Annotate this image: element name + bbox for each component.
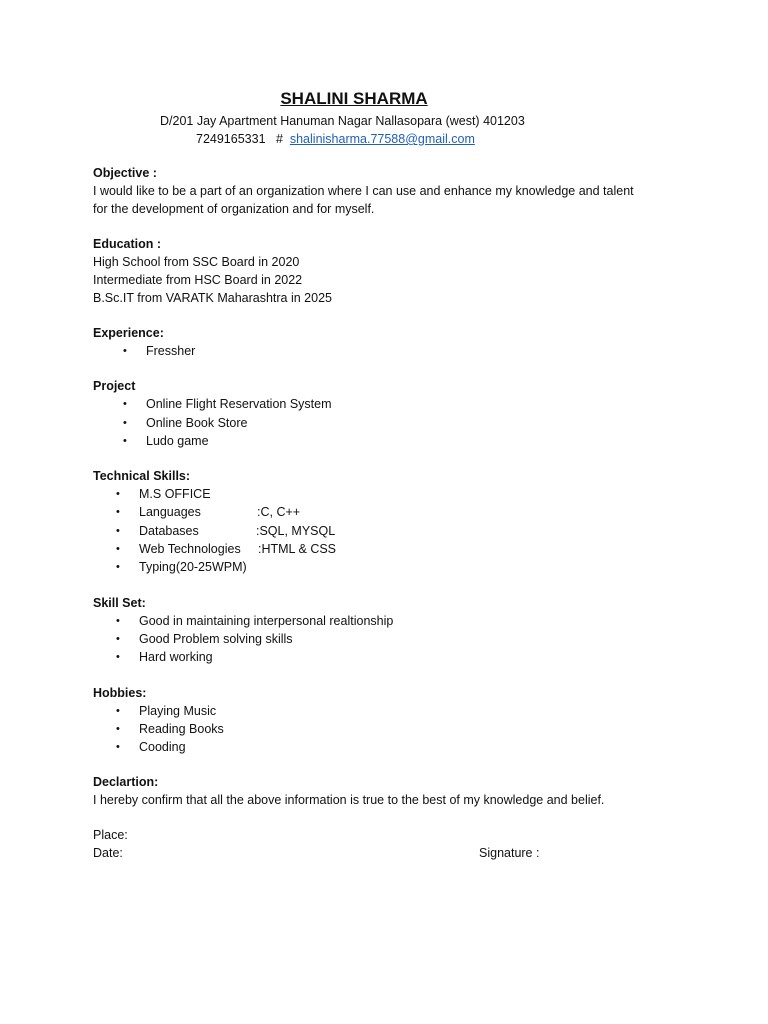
declaration-section: [93, 773, 673, 809]
footer-section: [93, 826, 673, 862]
list-item: [93, 720, 673, 738]
declaration-heading: Declartion:: [93, 775, 159, 790]
bullet-icon: •: [116, 741, 120, 754]
skill-value: :HTML & CSS: [258, 542, 337, 557]
project-list: [93, 395, 673, 450]
project-section: [93, 377, 673, 450]
list-item: [93, 414, 673, 432]
technical-skills-section: [93, 467, 673, 576]
experience-item: Fressher: [146, 344, 196, 358]
date-label: Date:: [93, 846, 123, 861]
list-item: [93, 432, 673, 450]
objective-line: for the development of organization and for myself.: [93, 202, 375, 216]
list-item: [93, 503, 673, 521]
skill-label: Typing(20-25WPM): [139, 560, 247, 575]
list-item: [93, 630, 673, 648]
date-signature-row: [93, 844, 673, 862]
contact-line: [196, 130, 475, 148]
bullet-icon: •: [116, 488, 120, 501]
signature-label: Signature :: [479, 846, 540, 861]
education-line: B.Sc.IT from VARATK Maharashtra in 2025: [93, 291, 332, 305]
skill-label: Databases: [139, 523, 199, 538]
hobbies-heading: Hobbies:: [93, 685, 147, 700]
skill-set-item: Good Problem solving skills: [139, 631, 293, 646]
bullet-icon: •: [116, 543, 120, 556]
education-heading: Education :: [93, 237, 162, 251]
bullet-icon: •: [123, 434, 127, 447]
phone-number: 7249165331: [196, 132, 266, 146]
hobbies-list: [93, 702, 673, 757]
list-item: [93, 738, 673, 756]
project-item: Ludo game: [146, 433, 209, 448]
education-line: High School from SSC Board in 2020: [93, 255, 300, 269]
bullet-icon: •: [116, 614, 120, 627]
experience-list: [93, 342, 673, 360]
skill-value: :SQL, MYSQL: [256, 523, 336, 538]
email-link[interactable]: shalinisharma.77588@gmail.com: [289, 132, 475, 146]
list-item: [93, 342, 673, 360]
skill-label: M.S OFFICE: [139, 487, 211, 502]
list-item: [93, 485, 673, 503]
list-item: [93, 558, 673, 576]
bullet-icon: •: [123, 416, 127, 429]
skill-set-section: [93, 594, 673, 667]
objective-line: I would like to be a part of an organization where I can use and enhance my knowledge and talent: [93, 184, 634, 198]
candidate-name: SHALINI SHARMA: [280, 89, 428, 108]
bullet-icon: •: [116, 524, 120, 537]
declaration-text: I hereby confirm that all the above information is true to the best of my knowledge and belief.: [93, 793, 605, 808]
skill-label: Languages: [139, 505, 201, 520]
contact-separator: #: [275, 132, 283, 146]
project-item: Online Flight Reservation System: [146, 397, 332, 412]
skill-set-list: [93, 612, 673, 667]
skill-set-item: Good in maintaining interpersonal realtionship: [139, 613, 394, 628]
objective-heading: Objective :: [93, 166, 157, 180]
project-item: Online Book Store: [146, 415, 248, 430]
bullet-icon: •: [123, 398, 127, 411]
technical-skills-list: [93, 485, 673, 576]
bullet-icon: •: [116, 632, 120, 645]
skill-set-item: Hard working: [139, 650, 213, 665]
list-item: [93, 648, 673, 666]
list-item: [93, 540, 673, 558]
bullet-icon: •: [116, 651, 120, 664]
skill-set-heading: Skill Set:: [93, 595, 146, 610]
bullet-icon: •: [123, 345, 127, 357]
hobbies-section: [93, 684, 673, 757]
list-item: [93, 395, 673, 413]
bullet-icon: •: [116, 722, 120, 735]
place-label: Place:: [93, 828, 128, 843]
hobby-item: Reading Books: [139, 721, 224, 736]
list-item: [93, 702, 673, 720]
education-line: Intermediate from HSC Board in 2022: [93, 273, 303, 287]
hobby-item: Cooding: [139, 740, 186, 755]
education-section: [93, 235, 673, 307]
experience-heading: Experience:: [93, 326, 164, 340]
technical-skills-heading: Technical Skills:: [93, 469, 191, 484]
experience-section: [93, 324, 673, 360]
skill-label: Web Technologies: [139, 542, 241, 557]
address-line: D/201 Jay Apartment Hanuman Nagar Nallasopara (west) 401203: [160, 114, 525, 128]
list-item: [93, 522, 673, 540]
bullet-icon: •: [116, 561, 120, 574]
list-item: [93, 612, 673, 630]
bullet-icon: •: [116, 506, 120, 519]
hobby-item: Playing Music: [139, 703, 217, 718]
objective-section: [93, 164, 673, 218]
bullet-icon: •: [116, 704, 120, 717]
resume-body: [93, 164, 673, 879]
project-heading: Project: [93, 379, 136, 394]
skill-value: :C, C++: [257, 505, 301, 520]
